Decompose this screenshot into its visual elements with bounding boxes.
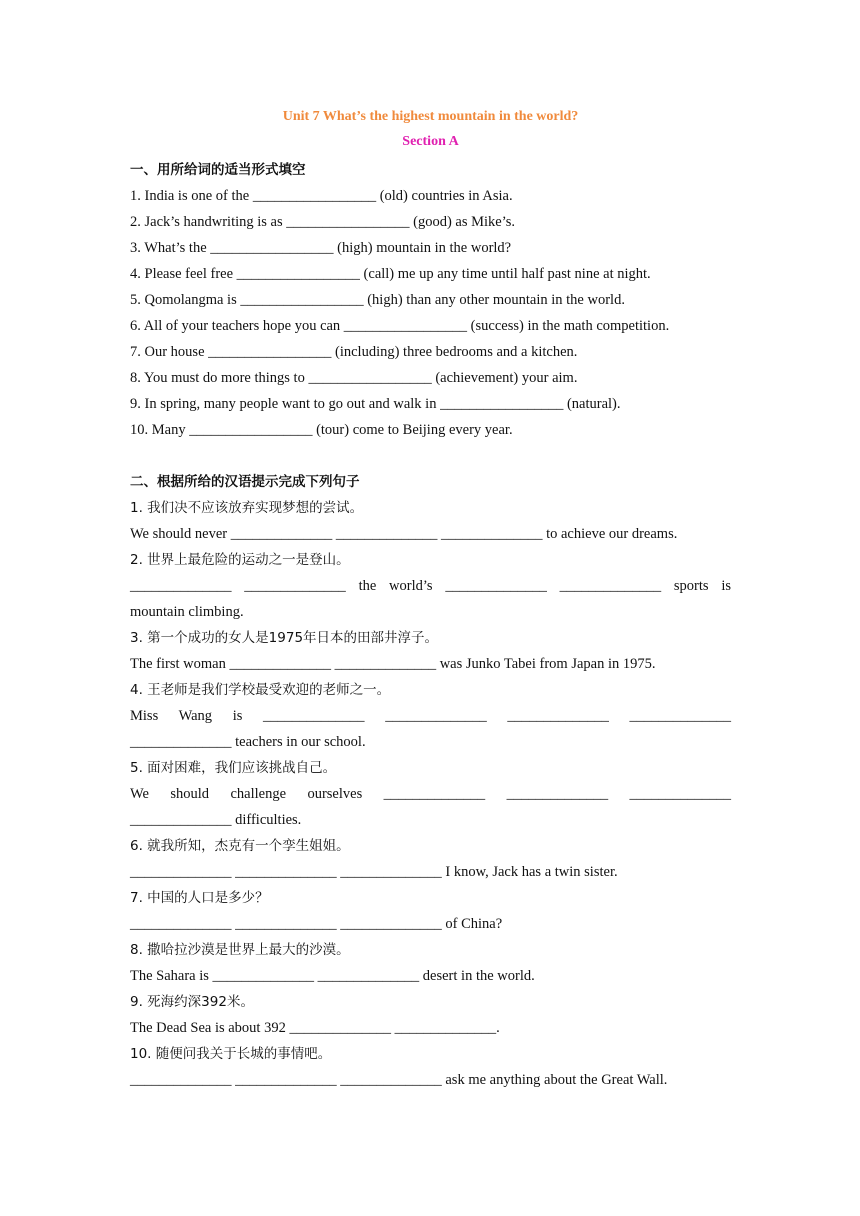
part1-item: 4. Please feel free _________________ (call) me up any time until half past nine at night. — [130, 266, 651, 282]
part1-item: 7. Our house _________________ (including) three bedrooms and a kitchen. — [130, 344, 578, 360]
part2-item-answer: The first woman ______________ ______________ was Junko Tabei from Japan in 1975. — [130, 656, 656, 672]
part1-item: 6. All of your teachers hope you can _________________ (success) in the math competition. — [130, 318, 670, 334]
part2-item-answer: ______________ ______________ ______________ of China? — [130, 916, 503, 932]
part1-item: 8. You must do more things to _________________ (achievement) your aim. — [130, 370, 578, 386]
part2-item-answer: ______________ ______________ ______________ ask me anything about the Great Wall. — [130, 1072, 668, 1088]
part2-item-prompt: 8. 撒哈拉沙漠是世界上最大的沙漠。 — [130, 942, 350, 958]
part2-item-prompt: 7. 中国的人口是多少？ — [130, 890, 269, 906]
section-title: Section A — [402, 134, 459, 149]
part2-item-answer-continued: mountain climbing. — [130, 604, 244, 620]
part2-item-answer: We should challenge ourselves ______________ ______________ ______________ — [130, 786, 731, 802]
section-gap — [130, 443, 731, 469]
part2-item-prompt: 4. 王老师是我们学校最受欢迎的老师之一。 — [130, 682, 391, 698]
part2-item-answer: The Dead Sea is about 392 ______________ ______________. — [130, 1020, 500, 1036]
part1-item: 2. Jack’s handwriting is as _________________ (good) as Mike’s. — [130, 214, 516, 230]
worksheet-content — [130, 108, 731, 1093]
part1-item: 3. What’s the _________________ (high) mountain in the world? — [130, 240, 512, 256]
part2-item-answer-continued: ______________ difficulties. — [130, 812, 302, 828]
part2-item-answer-continued: ______________ teachers in our school. — [130, 734, 366, 750]
part2-item-prompt: 6. 就我所知，杰克有一个孪生姐姐。 — [130, 838, 350, 854]
part2-item-prompt: 2. 世界上最危险的运动之一是登山。 — [130, 552, 350, 568]
part2-item-prompt: 3. 第一个成功的女人是1975年日本的田部井淳子。 — [130, 630, 439, 646]
part1-item: 5. Qomolangma is _________________ (high) than any other mountain in the world. — [130, 292, 625, 308]
part2-item-answer: ______________ ______________ ______________ I know, Jack has a twin sister. — [130, 864, 618, 880]
part2-item-answer: Miss Wang is ______________ ______________ ______________ ______________ — [130, 708, 731, 724]
part2-item-prompt: 9. 死海约深392米。 — [130, 994, 254, 1010]
part2-list — [130, 495, 731, 1093]
part1-heading: 一、用所给词的适当形式填空 — [130, 162, 306, 178]
part1-item: 1. India is one of the _________________ (old) countries in Asia. — [130, 188, 513, 204]
part2-item-answer: We should never ______________ ______________ ______________ to achieve our dreams. — [130, 526, 678, 542]
unit-title: Unit 7 What’s the highest mountain in the world? — [282, 109, 579, 124]
part2-item-prompt: 1. 我们决不应该放弃实现梦想的尝试。 — [130, 500, 364, 516]
part2-item-answer: ______________ ______________ the world’s ______________ ______________ sports is — [130, 578, 731, 594]
part1-list — [130, 183, 731, 443]
part2-item-prompt: 5. 面对困难，我们应该挑战自己。 — [130, 760, 337, 776]
part1-item: 10. Many _________________ (tour) come to Beijing every year. — [130, 422, 513, 438]
part1-item: 9. In spring, many people want to go out and walk in _________________ (natural). — [130, 396, 621, 412]
part2-item-prompt: 10. 随便问我关于长城的事情吧。 — [130, 1046, 332, 1062]
part2-item-answer: The Sahara is ______________ ______________ desert in the world. — [130, 968, 535, 984]
part2-heading: 二、根据所给的汉语提示完成下列句子 — [130, 474, 360, 490]
